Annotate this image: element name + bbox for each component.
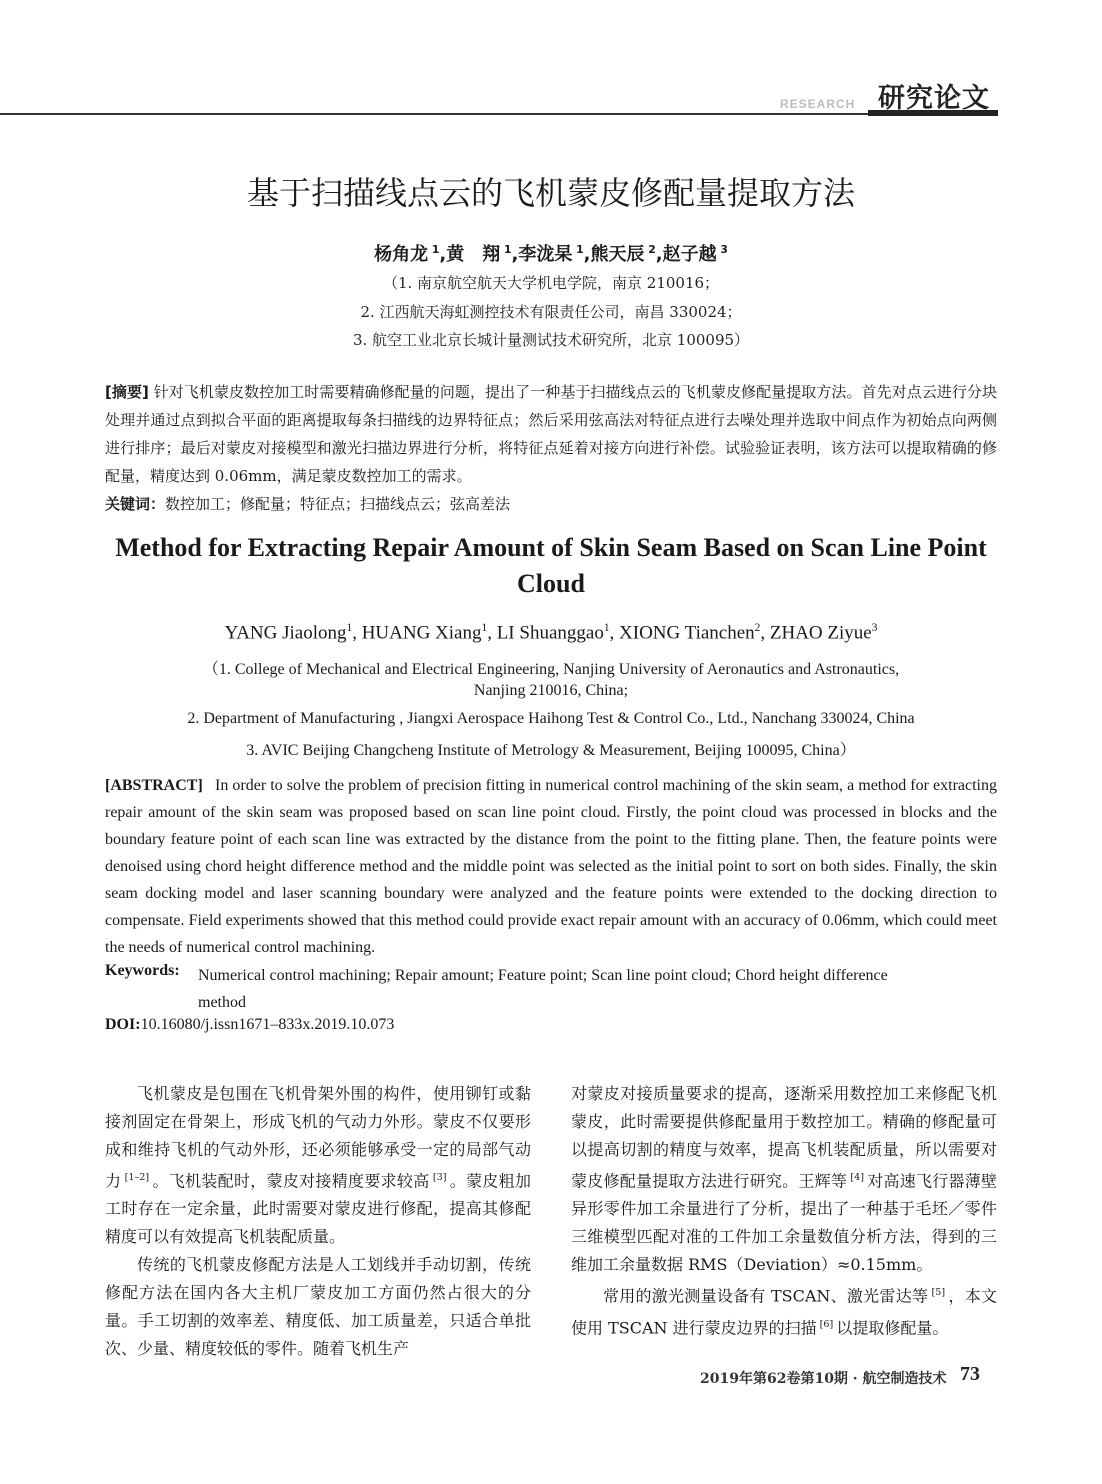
citation-ref: [3] <box>429 1172 450 1183</box>
author-en-affiliation-mark: 1 <box>603 622 610 634</box>
body-text: ，本文使用 TSCAN 进行蒙皮边界的扫描 <box>571 1286 997 1337</box>
citation-ref: [1–2] <box>121 1172 153 1183</box>
author-en-name: HUANG Xiang <box>361 622 482 644</box>
author-cn-separator: , <box>583 244 591 265</box>
abstract-cn-label: [摘要] <box>105 383 149 401</box>
author-en-separator: , <box>760 622 770 644</box>
body-column-right <box>571 1080 997 1342</box>
body-paragraph <box>105 1251 531 1363</box>
body-text: 。蒙皮粗加工时存在一定余量，此时需要对蒙皮进行修配，提高其修配精度可以有效提高飞机装配质量。 <box>105 1171 531 1247</box>
affiliation-en-1: （1. College of Mechanical and Electrical Engineering, Nanjing University of Aeronautics and Astronautics, <box>202 661 900 678</box>
page-number: 73 <box>960 1363 980 1385</box>
body-paragraph <box>571 1080 997 1279</box>
section-label-en: RESEARCH <box>780 97 856 111</box>
citation-ref: [5] <box>928 1287 949 1299</box>
keywords-en-text: Numerical control machining; Repair amount; Feature point; Scan line point cloud; Chord height difference method <box>198 967 888 1011</box>
body-text: 传统的飞机蒙皮修配方法是人工划线并手动切割，传统修配方法在国内各大主机厂蒙皮加工方面仍然占很大的分量。手工切割的效率差、精度低、加工质量差，只适合单批次、少量、精度较低的零件。随着飞机生产 <box>105 1255 531 1359</box>
author-cn-separator: , <box>439 244 447 265</box>
abstract-en-text: In order to solve the problem of precision fitting in numerical control machining of the skin seam, a method for extracting repair amount of the skin seam was proposed based on scan line point cloud. Firstly, the point cloud was processed in blocks and the boundary feature point of each scan line was extracted by the distance from the point to the fitting plane. Then, the feature points were denoised using chord height difference method and the middle point was selected as the initial point to sort on both sides. Finally, the skin seam docking model and laser scanning boundary were analyzed and the feature points were extended to the docking direction to compensate. Field experiments showed that this method could provide exact repair amount with an accuracy of 0.06mm, which could meet the needs of numerical control machining. <box>105 777 998 956</box>
author-en-affiliation-mark: 2 <box>754 622 761 634</box>
author-en-affiliation-mark: 1 <box>346 622 353 634</box>
author-en-separator: , <box>487 622 497 644</box>
author-cn-affiliation-mark: 3 <box>716 243 728 256</box>
author-cn-name: 李泷杲 <box>518 244 573 265</box>
citation-ref: [4] <box>847 1172 868 1183</box>
author-en-separator: , <box>352 622 362 644</box>
author-en-name: LI Shuanggao <box>496 622 604 644</box>
author-cn-affiliation-mark: 1 <box>428 243 440 256</box>
abstract-cn-text: 针对飞机蒙皮数控加工时需要精确修配量的问题，提出了一种基于扫描线点云的飞机蒙皮修配量提取方法。首先对点云进行分块处理并通过点到拟合平面的距离提取每条扫描线的边界特征点；然后采用弦高法对特征点进行去噪处理并选取中间点作为初始点向两侧进行排序；最后对蒙皮对接模型和激光扫描边界进行分析，将特征点延着对接方向进行补偿。试验验证表明，该方法可以提取精确的修配量，精度达到 0.06mm，满足蒙皮数控加工的需求。 <box>105 383 997 485</box>
abstract-cn <box>105 378 997 518</box>
author-en-name: XIONG Tianchen <box>619 622 755 644</box>
author-cn-affiliation-mark: 1 <box>500 243 512 256</box>
author-cn-name: 赵子越 <box>662 244 717 265</box>
section-label-cn: 研究论文 <box>878 83 990 114</box>
paper-title-en: Method for Extracting Repair Amount of Skin Seam Based on Scan Line Point Cloud <box>115 533 987 598</box>
paper-title-cn: 基于扫描线点云的飞机蒙皮修配量提取方法 <box>246 174 855 212</box>
keywords-cn-label: 关键词： <box>105 495 166 513</box>
author-cn-affiliation-mark: 1 <box>572 243 584 256</box>
keywords-en-label: Keywords: <box>105 962 180 979</box>
doi-text: 10.16080/j.issn1671–833x.2019.10.073 <box>140 1016 395 1033</box>
body-text: 以提取修配量。 <box>836 1317 949 1337</box>
affiliation-cn-1: （1. 南京航空航天大学机电学院，南京 210016； <box>382 274 720 292</box>
body-paragraph <box>105 1080 531 1251</box>
affiliation-cn-3: 3. 航空工业北京长城计量测试技术研究所，北京 100095） <box>352 331 750 349</box>
author-en-separator: , <box>609 622 620 644</box>
author-en-affiliation-mark: 1 <box>481 622 488 634</box>
journal-source: 2019年第62卷第10期 · 航空制造技术 <box>700 1371 947 1387</box>
doi-label: DOI: <box>105 1016 141 1033</box>
body-text: 飞机蒙皮是包围在飞机骨架外围的构件，使用铆钉或黏接剂固定在骨架上，形成飞机的气动力外形。蒙皮不仅要形成和维持飞机的气动外形，还必须能够承受一定的局部气动力 <box>105 1084 531 1191</box>
author-en-name: YANG Jiaolong <box>224 622 347 644</box>
body-text: 对高速飞行器薄壁异形零件加工余量进行了分析，提出了一种基于毛坯／零件三维模型匹配对准的工件加工余量数值分析方法，得到的三维加工余量数据 RMS（Deviation）≈0.15mm。 <box>571 1171 997 1275</box>
affiliation-cn-2: 2. 江西航天海虹测控技术有限责任公司，南昌 330024； <box>360 303 742 321</box>
author-cn-separator: , <box>655 244 663 265</box>
keywords-cn-text: 数控加工；修配量；特征点；扫描线点云；弦高差法 <box>165 495 511 513</box>
body-paragraph <box>571 1279 997 1342</box>
authors-en <box>0 622 1102 644</box>
citation-ref: [6] <box>816 1318 837 1330</box>
author-en-affiliation-mark: 3 <box>871 622 878 634</box>
body-text: 对蒙皮对接质量要求的提高，逐渐采用数控加工来修配飞机蒙皮，此时需要提供修配量用于数控加工。精确的修配量可以提高切割的精度与效率，提高飞机装配质量，所以需要对蒙皮修配量提取方法进行研究。王辉等 <box>571 1084 997 1191</box>
body-text: 。飞机装配时，蒙皮对接精度要求较高 <box>152 1171 430 1191</box>
affiliation-en-4: 3. AVIC Beijing Changcheng Institute of Metrology & Measurement, Beijing 100095, China） <box>246 742 856 759</box>
author-cn-name: 熊天辰 <box>590 244 645 265</box>
abstract-en-label: [ABSTRACT] <box>105 777 203 794</box>
author-cn-name: 杨角龙 <box>374 244 429 265</box>
affiliation-en-2: Nanjing 210016, China; <box>473 682 629 699</box>
author-en-name: ZHAO Ziyue <box>769 622 872 644</box>
author-cn-affiliation-mark: 2 <box>644 243 656 256</box>
header-rule <box>0 113 998 115</box>
authors-cn <box>0 240 1102 266</box>
body-column-left <box>105 1080 531 1363</box>
author-cn-separator: , <box>511 244 519 265</box>
doi <box>105 1016 394 1034</box>
abstract-en <box>105 772 997 961</box>
body-text: 常用的激光测量设备有 TSCAN、激光雷达等 <box>603 1286 929 1306</box>
affiliation-en-3: 2. Department of Manufacturing , Jiangxi Aerospace Haihong Test & Control Co., Ltd., Nanchang 330024, China <box>187 710 915 727</box>
author-cn-name: 黄 翔 <box>446 244 501 265</box>
